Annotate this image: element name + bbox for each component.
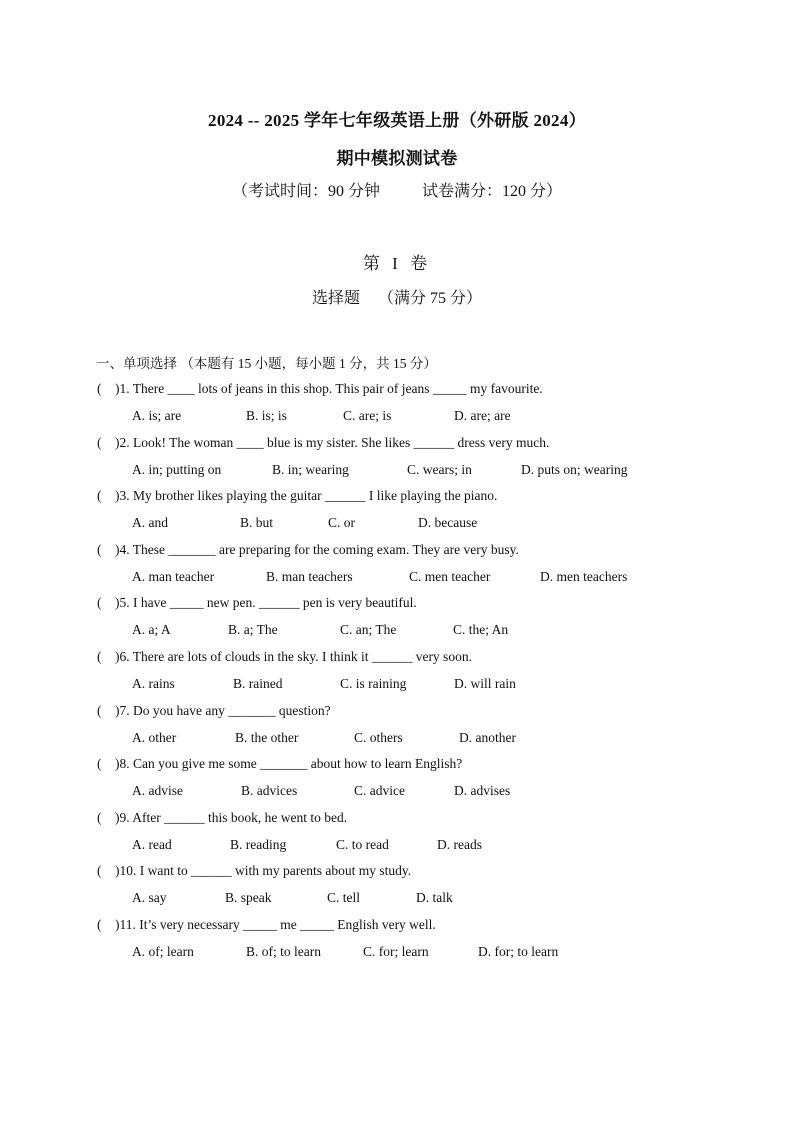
exam-full-score: 试卷满分：120 分） — [422, 183, 563, 200]
answer-option[interactable]: A. rains — [132, 676, 175, 691]
section-heading: 一、单项选择 （本题有 15 小题，每小题 1 分，共 15 分） — [96, 356, 437, 371]
answer-option[interactable]: A. advise — [132, 783, 183, 799]
answer-option[interactable]: B. advices — [241, 783, 298, 799]
exam-subtitle: 期中模拟测试卷 — [336, 149, 458, 168]
answer-option[interactable]: A. of; learn — [132, 944, 194, 959]
part-type: 选择题 — [311, 290, 360, 307]
answer-option[interactable]: C. others — [354, 729, 403, 745]
answer-option[interactable]: D. talk — [416, 890, 453, 906]
question-text: )4. These _______ are preparing for the coming exam. They are very busy. — [115, 541, 519, 557]
answer-option[interactable]: D. are; are — [454, 408, 511, 423]
answer-blank[interactable]: ( — [97, 756, 102, 772]
question-stem — [97, 595, 417, 611]
answer-option[interactable]: B. of; to learn — [246, 944, 321, 959]
answer-option[interactable]: B. reading — [230, 836, 287, 852]
answer-option[interactable]: C. men teacher — [409, 568, 491, 584]
answer-option[interactable]: C. or — [328, 515, 355, 531]
answer-blank[interactable]: ( — [97, 434, 102, 450]
answer-option[interactable]: D. because — [418, 515, 478, 531]
answer-option[interactable]: B. man teachers — [266, 568, 353, 584]
answer-option[interactable]: D. men teachers — [540, 568, 628, 584]
answer-blank[interactable]: ( — [97, 809, 102, 825]
answer-option[interactable]: C. the; An — [453, 622, 509, 638]
question-stem — [97, 917, 436, 933]
answer-option[interactable]: B. speak — [225, 890, 272, 906]
exam-time: （考试时间：90 分钟 — [231, 183, 380, 200]
answer-option[interactable]: B. but — [240, 515, 274, 531]
answer-option[interactable]: C. tell — [327, 890, 360, 906]
answer-option[interactable]: C. are; is — [343, 408, 392, 423]
question-text: )1. There ____ lots of jeans in this shop. This pair of jeans _____ my favourite. — [115, 381, 543, 396]
answer-blank[interactable]: ( — [97, 488, 102, 504]
answer-blank[interactable]: ( — [97, 649, 102, 664]
answer-option[interactable]: D. another — [459, 729, 516, 745]
answer-option[interactable]: D. for; to learn — [478, 944, 559, 959]
answer-blank[interactable]: ( — [97, 595, 102, 611]
question-text: )2. Look! The woman ____ blue is my sister. She likes ______ dress very much. — [115, 434, 550, 450]
question-stem — [97, 649, 472, 665]
question-stem — [97, 381, 543, 397]
question-text: )11. It’s very necessary _____ me _____ English very well. — [115, 917, 436, 932]
answer-option[interactable]: D. advises — [454, 783, 511, 799]
exam-title: 2024 -- 2025 学年七年级英语上册（外研版 2024） — [208, 111, 586, 130]
answer-option[interactable]: C. to read — [336, 836, 389, 852]
answer-option[interactable]: A. is; are — [132, 408, 182, 423]
answer-option[interactable]: A. man teacher — [132, 568, 215, 584]
answer-option[interactable]: B. a; The — [228, 622, 278, 638]
question-stem — [97, 863, 411, 879]
answer-blank[interactable]: ( — [97, 541, 102, 557]
answer-option[interactable]: D. will rain — [454, 676, 516, 691]
answer-option[interactable]: B. in; wearing — [272, 461, 349, 477]
answer-blank[interactable]: ( — [97, 917, 102, 932]
question-stem — [97, 542, 519, 558]
question-stem — [97, 703, 331, 719]
part-score: （满分 75 分） — [378, 290, 483, 307]
question-stem — [97, 488, 497, 504]
part-heading — [0, 285, 794, 308]
answer-option[interactable]: C. wears; in — [407, 461, 472, 477]
question-text: )10. I want to ______ with my parents about my study. — [115, 863, 412, 879]
answer-option[interactable]: A. read — [132, 836, 172, 852]
answer-option[interactable]: A. a; A — [132, 622, 171, 638]
answer-option[interactable]: B. is; is — [246, 408, 287, 423]
volume-label: 第 I 卷 — [362, 254, 432, 273]
question-text: )3. My brother likes playing the guitar ______ I like playing the piano. — [115, 488, 498, 504]
question-stem — [97, 435, 549, 451]
question-stem — [97, 810, 347, 826]
answer-option[interactable]: A. and — [132, 515, 168, 531]
question-text: )7. Do you have any _______ question? — [115, 702, 331, 718]
answer-option[interactable]: D. puts on; wearing — [521, 461, 628, 477]
answer-option[interactable]: C. for; learn — [363, 944, 429, 959]
answer-option[interactable]: A. in; putting on — [132, 461, 222, 477]
question-text: )6. There are lots of clouds in the sky. I think it ______ very soon. — [115, 649, 472, 664]
question-stem — [97, 756, 462, 772]
answer-blank[interactable]: ( — [97, 381, 102, 396]
answer-option[interactable]: D. reads — [437, 836, 482, 852]
answer-blank[interactable]: ( — [97, 702, 102, 718]
exam-info — [0, 178, 794, 201]
answer-blank[interactable]: ( — [97, 863, 102, 879]
answer-option[interactable]: B. the other — [235, 729, 299, 745]
question-text: )9. After ______ this book, he went to bed. — [115, 809, 348, 825]
answer-option[interactable]: C. advice — [354, 783, 405, 799]
answer-option[interactable]: B. rained — [233, 676, 283, 691]
answer-option[interactable]: C. an; The — [340, 622, 397, 638]
question-text: )5. I have _____ new pen. ______ pen is very beautiful. — [115, 595, 417, 611]
answer-option[interactable]: C. is raining — [340, 676, 407, 691]
answer-option[interactable]: A. other — [132, 729, 177, 745]
answer-option[interactable]: A. say — [132, 890, 167, 906]
question-text: )8. Can you give me some _______ about how to learn English? — [115, 756, 463, 772]
